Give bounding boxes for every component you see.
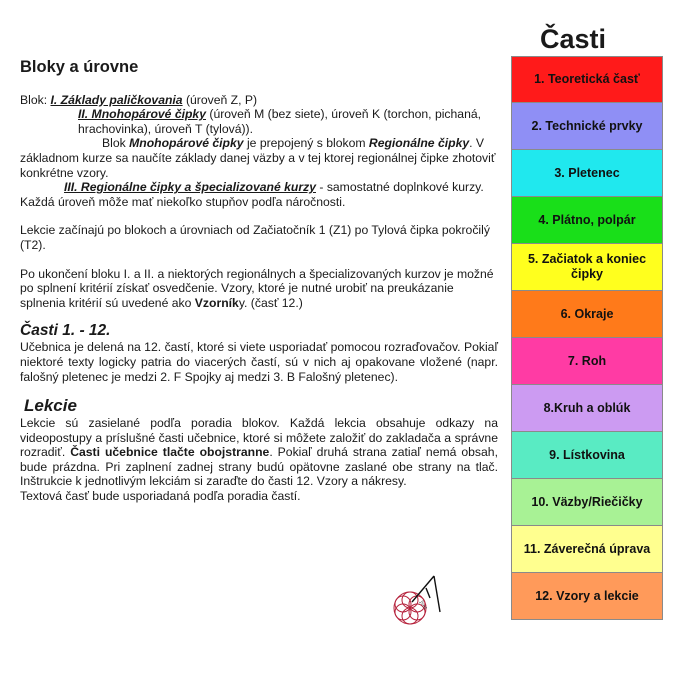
part-item: 9. Lístkovina (511, 432, 663, 479)
part-item: 12. Vzory a lekcie (511, 573, 663, 620)
uroven-line: Každá úroveň môže mať niekoľko stupňov podľa náročnosti. (20, 194, 346, 209)
part-item: 8.Kruh a oblúk (511, 385, 663, 432)
part-item: 1. Teoretická časť (511, 56, 663, 103)
blok-paragraph: Blok: I. Základy paličkovania (úroveň Z, P) (20, 92, 258, 107)
part-item: 11. Záverečná úprava (511, 526, 663, 573)
parts-list (511, 56, 663, 620)
lekcie-paragraph: Lekcie sú zasielané podľa poradia blokov. Každá lekcia obsahuje odkazy na videopostupy a príslušné časti učebnice, ktoré si môžete založiť do zakladača a správne rozradiť. Časti učebnice tlačte obojstranne. Pokiaľ druhá strana zatiaľ nemá obsah, bude prázdna. Pri zaplnení zadnej strany budú opätovne zaslané obe strany na tlač. Inštrukcie k jednotlivým lekciám si zaraďte do časti 12. Vzory a nákresy. (20, 416, 498, 489)
left-column (20, 56, 498, 504)
blok-iii-paragraph: III. Regionálne čipky a špecializované kurzy - samostatné doplnkové kurzy. (64, 180, 484, 195)
lace-logo-icon (390, 572, 450, 632)
part-item: 2. Technické prvky (511, 103, 663, 150)
lekcie-heading: Lekcie (24, 396, 77, 416)
part-item: 7. Roh (511, 338, 663, 385)
svg-text:ʃvet: ʃvet (418, 600, 429, 611)
part-item: 4. Plátno, polpár (511, 197, 663, 244)
blok-ii-paragraph: II. Mnohopárové čipky (úroveň M (bez siete), úroveň K (torchon, pichaná, hrachovinka), úroveň T (tylová)). (78, 107, 482, 136)
part-item: 6. Okraje (511, 291, 663, 338)
casti-heading: Časti 1. - 12. (20, 322, 111, 340)
part-item: 10. Väzby/Riečičky (511, 479, 663, 526)
blok-i-label: I. Základy paličkovania (50, 92, 183, 107)
blok-ii-label: II. Mnohopárové čipky (78, 107, 206, 122)
parts-title: Časti (540, 24, 607, 54)
part-item: 3. Pletenec (511, 150, 663, 197)
blok-iii-label: III. Regionálne čipky a špecializované kurzy (64, 180, 316, 195)
blok-ii-detail: Blok Mnohopárové čipky je prepojený s blokom Regionálne čipky. V základnom kurze sa naučíte základy danej väzby a v tej ktorej regionálnej čipke zhotoviť konkrétne vzory. (20, 136, 496, 180)
lekcie-zacinaju-paragraph: Lekcie začínajú po blokoch a úrovniach od Začiatočník 1 (Z1) po Tylová čipka pokročilý (T2). (20, 223, 490, 252)
casti-paragraph: Učebnica je delená na 12. častí, ktoré si viete usporiadať pomocou rozraďovačov. Pokiaľ niektoré texty logicky patria do viacerých častí, sú v nich aj opakovane vložené (napr. falošný pletenec je medzi 2. F Spojky aj medzi 3. B Falošný pletenec). (20, 340, 498, 384)
part-item: 5. Začiatok a koniec čipky (511, 244, 663, 291)
textova-cast-line: Textová časť bude usporiadaná podľa poradia častí. (20, 489, 301, 504)
page-title: Bloky a úrovne (20, 58, 139, 76)
po-ukonceni-paragraph: Po ukončení bloku I. a II. a niektorých regionálnych a špecializovaných kurzov je možné po splnení kritérií získať osvedčenie. Vzory, ktoré je nutné urobiť na preukázanie splnenia kritérií sú uvedené ako Vzorníky. (časť 12.) (20, 266, 494, 310)
